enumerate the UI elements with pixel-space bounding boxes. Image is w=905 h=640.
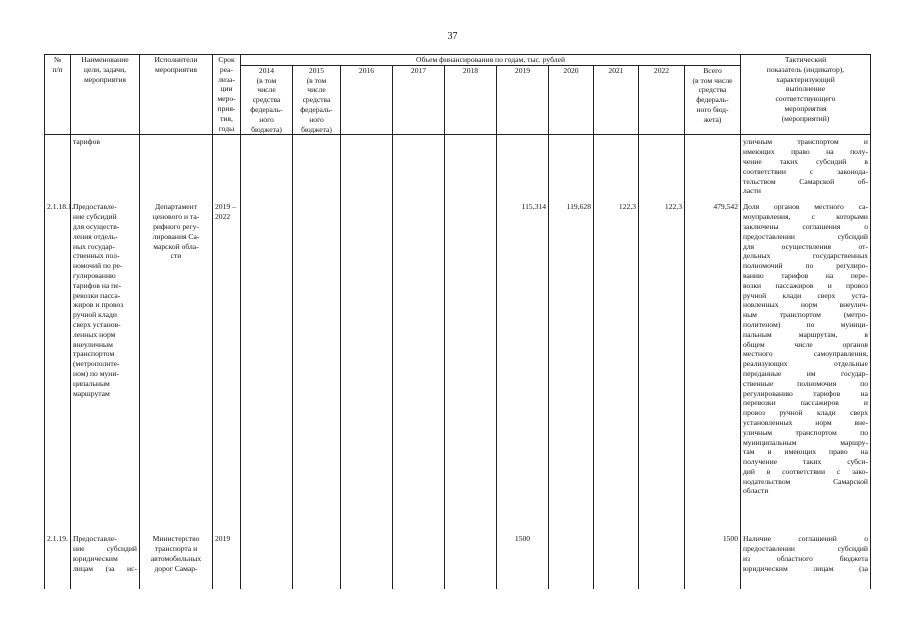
header-name: Наименование цели, задачи, мероприятия xyxy=(71,55,140,135)
header-year-2017: 2017 xyxy=(393,65,445,135)
row-2-1-18-1-total: 479,542 xyxy=(685,202,741,534)
header-year-2014: 2014 (в том числе средства федераль- ного бюджета) xyxy=(241,65,293,135)
table-row xyxy=(45,202,871,534)
financing-table xyxy=(44,54,871,589)
row-2-1-19-term: 2019 xyxy=(213,534,241,589)
row-2-1-18-1-num: 2.1.18.1. xyxy=(45,202,71,534)
header-term: Срок реа- лиза- ции меро- прия- тия, годы xyxy=(213,55,241,135)
row-2-1-18-1-y2019: 115,314 xyxy=(497,202,549,534)
header-executors: Исполнители мероприятия xyxy=(140,55,213,135)
table-header xyxy=(45,55,871,135)
table-row xyxy=(45,135,871,203)
header-year-2018: 2018 xyxy=(445,65,497,135)
row-2-1-18-1-y2021: 122,3 xyxy=(594,202,639,534)
row-2-1-19-indicator: Наличие соглашений о предоставлении субсидий из областного бюджета юридическим лицам (за xyxy=(741,534,871,589)
header-total: Всего (в том числе средства федераль- ного бюд- жета) xyxy=(685,65,741,135)
header-year-2021: 2021 xyxy=(594,65,639,135)
row-2-1-18-1-y2022: 122,3 xyxy=(639,202,685,534)
header-indicator: Тактический показатель (индикатор), характеризующий выполнение соответствующего мероприятия (мероприятий) xyxy=(741,55,871,135)
table-row xyxy=(45,534,871,589)
row-2-1-19-total: 1500 xyxy=(685,534,741,589)
row-2-1-19-executors: Министерство транспорта и автомобильных дорог Самар- xyxy=(140,534,213,589)
row-cont-indicator: уличным транспортом и имеющих право на полу- чение таких субсидий в соответствии с законода- тельством Самарской об- ласти xyxy=(741,135,871,203)
row-2-1-18-1-executors: Департамент ценового и та- рифного регу- лирования Са- марской обла- сти xyxy=(140,202,213,534)
header-year-2019: 2019 xyxy=(497,65,549,135)
row-2-1-18-1-term: 2019 – 2022 xyxy=(213,202,241,534)
row-cont-name: тарифов xyxy=(71,135,140,203)
row-2-1-19-y2019: 1500 xyxy=(497,534,549,589)
row-2-1-19-num: 2.1.19. xyxy=(45,534,71,589)
row-2-1-18-1-name: Предоставле- ние субсидий для осуществ- ления отдель- ных государ- ственных пол- номочий по ре- гулированию тарифов на пе- ревозки пасса- жиров и провоз ручной клади сверх установ- ленных норм внеуличным транспортом (метрополите- ном) по муни- ципальным маршрутам xyxy=(71,202,140,534)
header-num: № п/п xyxy=(45,55,71,135)
header-year-2022: 2022 xyxy=(639,65,685,135)
row-2-1-18-1-y2020: 119,628 xyxy=(549,202,594,534)
row-2-1-18-1-indicator: Доля органов местного са- моуправления, с которыми заключены соглашения о предоставлении субсидий для осуществления от- дельных государственных полномочий по регулиро- ванию тарифов на пере- возки пассажиров и провоз ручной клади сверх уста- новленных норм внеулич- ным транспортом (метро- политеном) по муници- пальным маршрутам, в общем числе органов местного самоуправления, реализующих отдельные переданные им государ- ственные полномочия по регулированию тарифов на перевозки пассажиров и провоз ручной клади сверх установленных норм вне- уличным транспортом по муниципальным маршру- там и имеющих право на получение таких субси- дий в соответствии с зако- нодательством Самарской области xyxy=(741,202,871,534)
header-year-2015: 2015 (в том числе средства федераль- ного бюджета) xyxy=(293,65,341,135)
header-year-2016: 2016 xyxy=(341,65,393,135)
row-2-1-19-name: Предоставле- ние субсидий юридическим лицам (за ис- xyxy=(71,534,140,589)
header-financing-title: Объем финансирования по годам, тыс. рублей xyxy=(241,55,741,66)
header-year-2020: 2020 xyxy=(549,65,594,135)
page-number: 37 xyxy=(447,31,458,42)
